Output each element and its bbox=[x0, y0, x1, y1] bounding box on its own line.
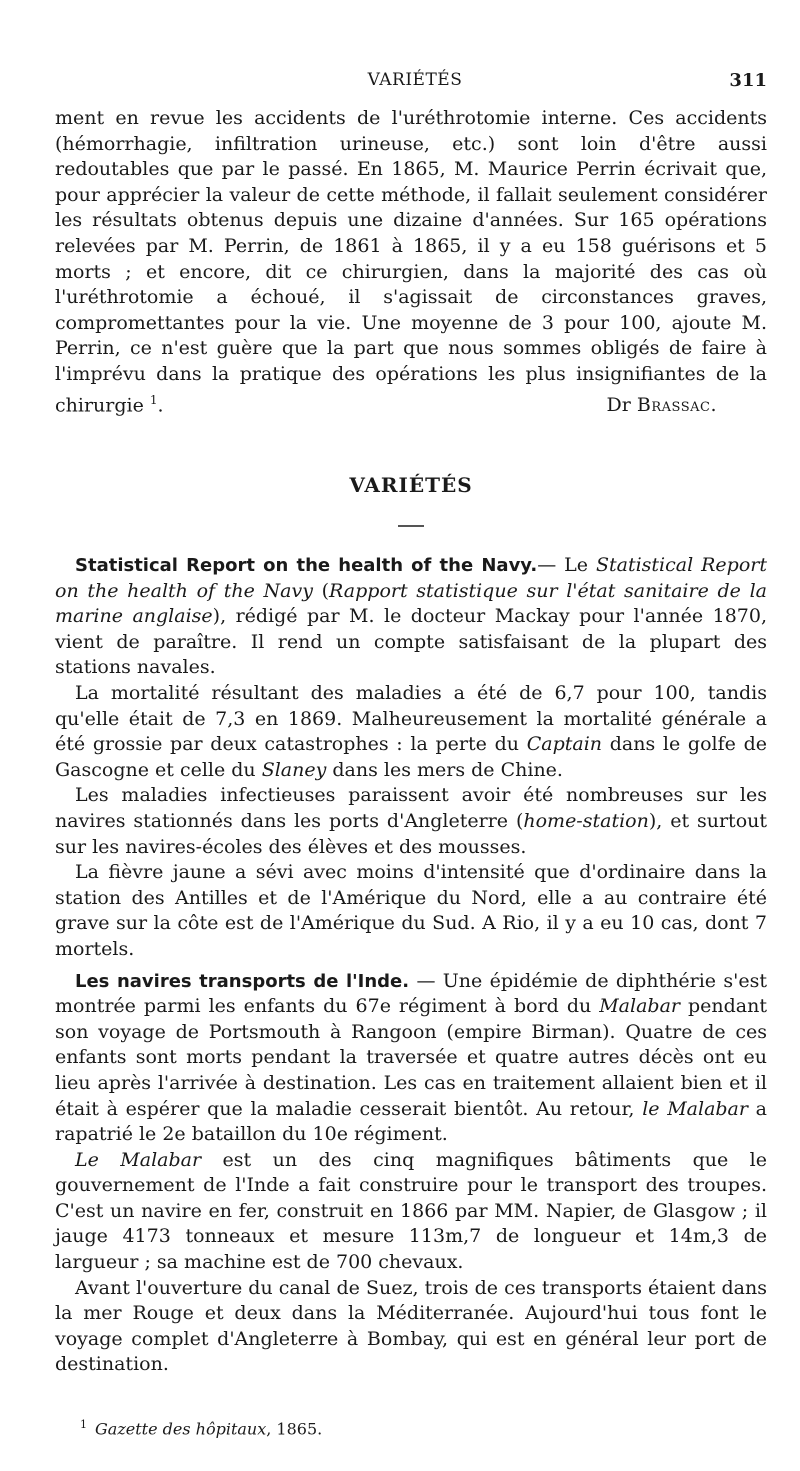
signature-name: Brassac. bbox=[636, 393, 717, 416]
article1-p2-text-a: La mortalité résultant des maladies a été de 6,7 pour 100, tandis qu'elle était de 7,3 en 1869. Malheureusement la mortalité générale a été grossie par deux catastrophes : la perte du bbox=[55, 682, 767, 756]
article2-p2-text: est un des cinq magnifiques bâtiments que le gouvernement de l'Inde a fait construire pour le transport des troupes. C'est un navire en fer, construit en 1866 par MM. Napier, de Glasgow ; il jauge 4173 tonneaux et mesure 113m,7 de longueur et 14m,3 de largueur ; sa machine est de 700 chevaux. bbox=[55, 1148, 767, 1274]
article2-p1-text-a: — Une épidémie de diphthérie s'est montrée parmi les enfants du 67e régiment à bord du bbox=[55, 969, 767, 1018]
signature-prefix: Dr bbox=[606, 393, 631, 416]
page-number: 311 bbox=[729, 70, 767, 91]
article2-lead: Les navires transports de l'Inde. bbox=[75, 970, 410, 992]
footnote-source: Gazette des hôpitaux bbox=[95, 1419, 267, 1439]
running-title: VARIÉTÉS bbox=[367, 70, 463, 90]
article1-paragraph-1 bbox=[55, 553, 767, 681]
article1-p2-text-c: dans les mers de Chine. bbox=[326, 758, 563, 781]
article1-p1-text-b: ( bbox=[312, 579, 330, 602]
article1-p2-italic-2: Slaney bbox=[261, 758, 327, 781]
article1-p2-italic-1: Captain bbox=[526, 733, 603, 756]
continued-paragraph: ment en revue les accidents de l'uréthrotomie interne. Ces accidents (hémorrhagie, infiltration urineuse, etc.) sont loin d'être aussi redoutables que par le passé. En 1865, M. Maurice Perrin écrivait que, pour apprécier la valeur de cette méthode, il fallait seulement considérer les résultats obtenus depuis une dizaine d'années. Sur 165 opérations relevées par M. Perrin, de 1861 à 1865, il y a eu 158 guérisons et 5 morts ; et encore, dit ce chirurgien, dans la majorité des cas où l'uréthrotomie a échoué, il s'agissait de circonstances graves, compromettantes pour la vie. Une moyenne de 3 pour 100, ajoute M. Perrin, ce n'est guère que la part que nous sommes obligés de faire à l'imprévu dans la pratique des opérations les plus insignifiantes de la chirurgie $^1$. bbox=[55, 107, 767, 416]
article2-p1-text-c: a rapatrié le 2e bataillon du 10e régiment. bbox=[55, 1097, 767, 1146]
article1-p3-text-a: Les maladies infectieuses paraissent avoir été nombreuses sur les navires stationnés dans les ports d'Angleterre ( bbox=[55, 784, 767, 832]
article2-p1-italic-2: le Malabar bbox=[642, 1097, 748, 1120]
footnote-year: , 1865. bbox=[266, 1419, 323, 1439]
footnote-marker: 1 bbox=[149, 392, 158, 407]
article1-p2-text-b: dans le golfe de Gascogne et celle du bbox=[55, 733, 767, 781]
page-body bbox=[55, 106, 767, 1378]
article1-paragraph-3 bbox=[55, 783, 767, 860]
article1-lead: Statistical Report on the health of the Navy. bbox=[75, 555, 538, 577]
footnote bbox=[80, 1418, 322, 1438]
footnote-number: 1 bbox=[80, 1418, 87, 1431]
article2-paragraph-2 bbox=[55, 1148, 767, 1276]
article2-p2-italic: Le Malabar bbox=[75, 1148, 202, 1171]
article1-p1-italic-2: Rapport statistique sur l'état sanitaire de la marine anglaise bbox=[55, 579, 767, 628]
article2-paragraph-3: Avant l'ouverture du canal de Suez, trois de ces transports étaient dans la mer Rouge et deux dans la Méditerranée. Aujourd'hui tous font le voyage complet d'Angleterre à Bombay, qui est en général leur port de destination. bbox=[55, 1276, 767, 1376]
article1-paragraph-2 bbox=[55, 681, 767, 783]
article1-p3-text-b: ), et surtout sur les navires-écoles des élèves et des mousses. bbox=[55, 809, 768, 858]
article1-paragraph-4: La fièvre jaune a sévi avec moins d'intensité que d'ordinaire dans la station des Antilles et de l'Amérique du Nord, elle a au contraire été grave sur la côte est de l'Amérique du Sud. A Rio, il y a eu 10 cas, dont 7 mortels. bbox=[55, 861, 767, 960]
article2-p1-italic: Malabar bbox=[599, 995, 680, 1018]
article1-p3-italic: home-station bbox=[523, 809, 649, 832]
section-divider bbox=[398, 525, 424, 527]
page-header bbox=[55, 70, 775, 100]
article2-paragraph-1 bbox=[55, 969, 767, 1148]
article1-p1-text-a: — Le bbox=[537, 554, 596, 577]
article2-p1-text-b: pendant son voyage de Portsmouth à Rangoon (empire Birman). Quatre de ces enfants sont morts pendant la traversée et quatre autres décès ont eu lieu après l'arrivée à destination. Les cas en traitement allaient bien et il était à espérer que la maladie cesserait bientôt. Au retour, bbox=[55, 995, 767, 1120]
article1-p1-text-c: ), rédigé par M. le docteur Mackay pour l'année 1870, vient de paraître. Il rend un compte satisfaisant de la plupart des stations navales. bbox=[55, 605, 767, 679]
continued-text: ment en revue les accidents de l'uréthrotomie interne. Ces accidents (hémorrhagie, infiltration urineuse, etc.) sont loin d'être aussi redoutables que par le passé. En 1865, M. Maurice Perrin écrivait que, pour apprécier la valeur de cette méthode, il fallait seulement considérer les résultats obtenus depuis une dizaine d'années. Sur 165 opérations relevées par M. Perrin, de 1861 à 1865, il y a eu 158 guérisons et 5 morts ; et encore, dit ce chirurgien, dans la majorité des cas où l'uréthrotomie a échoué, il s'agissait de circonstances graves, compromettantes pour la vie. Une moyenne de 3 pour 100, ajoute M. Perrin, ce n'est guère que la part que nous sommes obligés de faire à l'imprévu dans la pratique des opérations les plus insignifiantes de la chirurgie bbox=[55, 107, 767, 416]
section-title: VARIÉTÉS bbox=[349, 473, 473, 498]
article1-p1-italic-1: Statistical Report on the health of the Navy bbox=[55, 554, 767, 602]
